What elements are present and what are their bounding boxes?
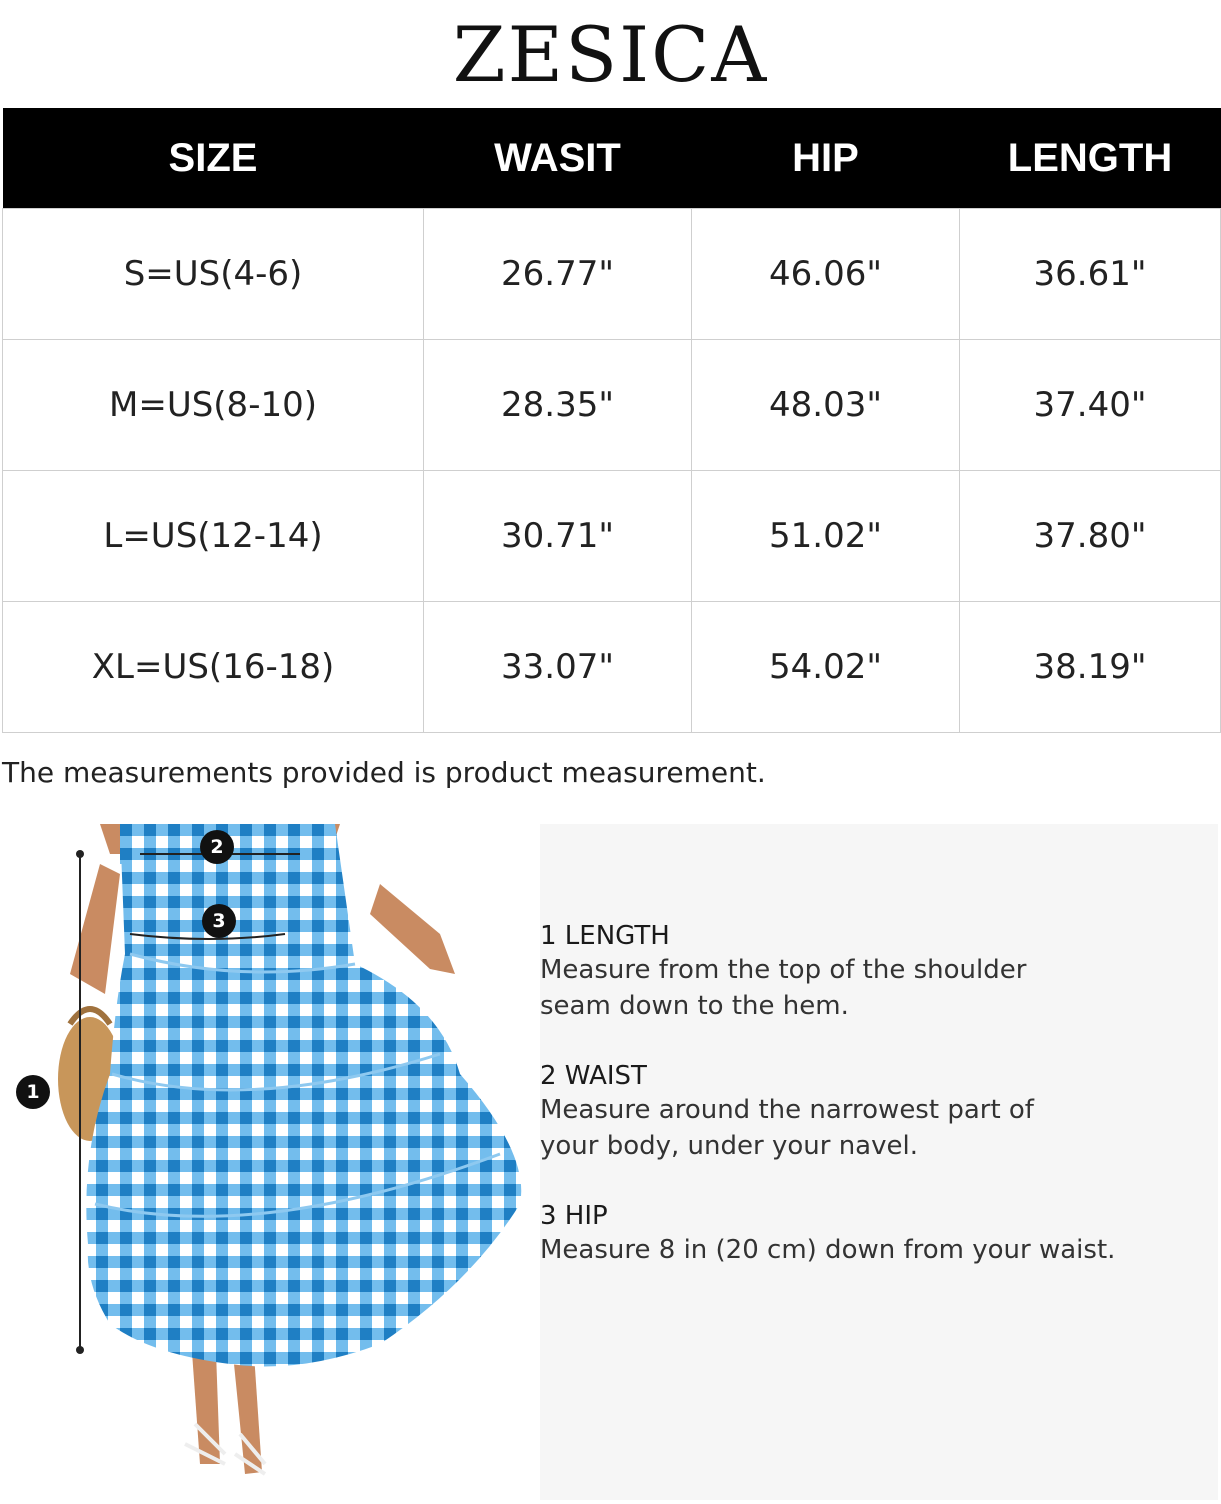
- waist-cell: 33.07": [424, 602, 692, 733]
- instruction-title: 3 HIP: [540, 1201, 608, 1231]
- measurement-note: The measurements provided is product measurement.: [2, 756, 766, 789]
- brand-logo: ZESICA: [452, 9, 769, 99]
- waist-cell: 26.77": [424, 209, 692, 340]
- instruction-waist: [540, 1060, 1200, 1164]
- size-cell: L=US(12-14): [3, 471, 424, 602]
- waist-cell: 30.71": [424, 471, 692, 602]
- size-cell: XL=US(16-18): [3, 602, 424, 733]
- marker-waist: 2: [200, 830, 234, 864]
- hip-cell: 46.06": [692, 209, 960, 340]
- size-chart-table: [2, 108, 1221, 733]
- header-size: SIZE: [3, 108, 424, 209]
- instruction-text: Measure from the top of the shoulder: [540, 955, 1027, 985]
- instruction-hip: [540, 1200, 1200, 1268]
- hip-cell: 51.02": [692, 471, 960, 602]
- header-length: LENGTH: [960, 108, 1221, 209]
- table-row: [3, 340, 1221, 471]
- hip-cell: 48.03": [692, 340, 960, 471]
- length-cell: 36.61": [960, 209, 1221, 340]
- table-header-row: [3, 108, 1221, 209]
- instruction-text: Measure 8 in (20 cm) down from your waist.: [540, 1235, 1116, 1265]
- instruction-title: 2 WAIST: [540, 1061, 647, 1091]
- skirt-illustration: [0, 824, 540, 1500]
- size-cell: M=US(8-10): [3, 340, 424, 471]
- instruction-text: your body, under your navel.: [540, 1131, 918, 1161]
- marker-hip: 3: [202, 904, 236, 938]
- instruction-text: Measure around the narrowest part of: [540, 1095, 1034, 1125]
- instruction-length: [540, 920, 1200, 1024]
- marker-length: 1: [16, 1075, 50, 1109]
- length-cell: 37.80": [960, 471, 1221, 602]
- length-cell: 38.19": [960, 602, 1221, 733]
- table-row: [3, 209, 1221, 340]
- measure-instructions-panel: [540, 824, 1218, 1500]
- instruction-title: 1 LENGTH: [540, 921, 670, 951]
- waist-cell: 28.35": [424, 340, 692, 471]
- length-cell: 37.40": [960, 340, 1221, 471]
- size-cell: S=US(4-6): [3, 209, 424, 340]
- skirt-photo: [0, 824, 540, 1500]
- header-hip: HIP: [692, 108, 960, 209]
- hip-cell: 54.02": [692, 602, 960, 733]
- instruction-text: seam down to the hem.: [540, 991, 849, 1021]
- table-row: [3, 471, 1221, 602]
- header-waist: WASIT: [424, 108, 692, 209]
- table-row: [3, 602, 1221, 733]
